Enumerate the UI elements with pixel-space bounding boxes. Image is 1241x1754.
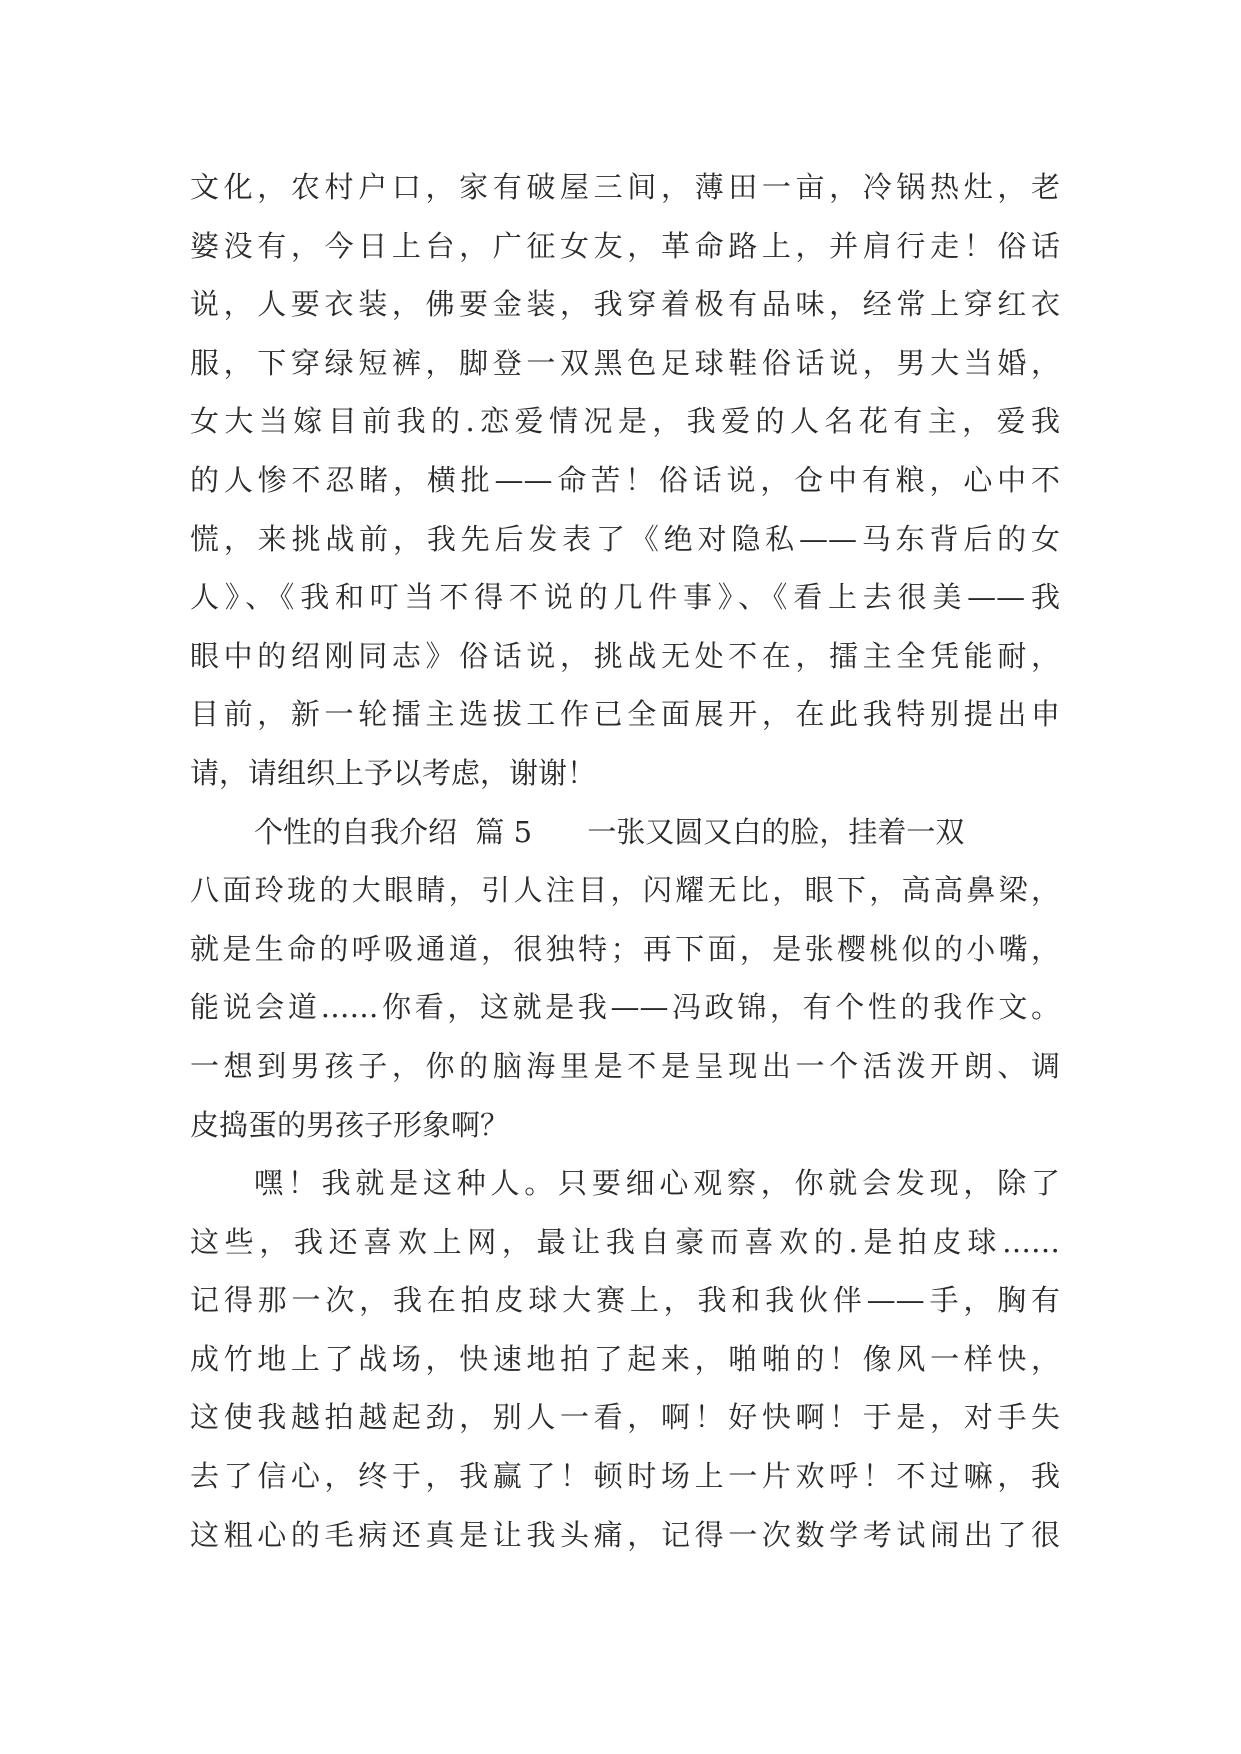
text-line: 的人惨不忍睹，横批——命苦！俗话说，仓中有粮，心中不 <box>190 462 1060 497</box>
text-line: 服，下穿绿短裤，脚登一双黑色足球鞋俗话说，男大当婚， <box>190 345 1060 380</box>
text-line: 说，人要衣装，佛要金装，我穿着极有品味，经常上穿红衣 <box>190 287 1060 322</box>
text-line: 八面玲珑的大眼睛，引人注目，闪耀无比，眼下，高高鼻梁， <box>190 873 1060 908</box>
text-line: 记得那一次，我在拍皮球大赛上，我和我伙伴——手，胸有 <box>190 1283 1060 1318</box>
text-line: 女大当嫁目前我的.恋爱情况是，我爱的人名花有主，爱我 <box>190 404 1060 439</box>
text-line: 这些，我还喜欢上网，最让我自豪而喜欢的.是拍皮球…… <box>190 1224 1060 1259</box>
text-line: 婆没有，今日上台，广征女友，革命路上，并肩行走！俗话 <box>190 228 1060 263</box>
text-line: 一想到男孩子，你的脑海里是不是呈现出一个活泼开朗、调 <box>190 1048 1060 1083</box>
text-line: 目前，新一轮擂主选拔工作已全面展开，在此我特别提出申 <box>190 697 1060 732</box>
text-line: 人》、《我和叮当不得不说的几件事》、《看上去很美——我 <box>190 580 1060 615</box>
text-line: 成竹地上了战场，快速地拍了起来，啪啪的！像风一样快， <box>190 1341 1060 1376</box>
text-line: 皮捣蛋的男孩子形象啊？ <box>190 1107 510 1142</box>
text-line: 请，请组织上予以考虑，谢谢！ <box>190 755 597 790</box>
text-line: 这使我越拍越起劲，别人一看，啊！好快啊！于是，对手失 <box>190 1400 1060 1435</box>
text-line: 这粗心的毛病还真是让我头痛，记得一次数学考试闹出了很 <box>190 1517 1060 1552</box>
text-line: 去了信心，终于，我赢了！顿时场上一片欢呼！不过嘛，我 <box>190 1459 1060 1494</box>
text-line: 就是生命的呼吸通道，很独特；再下面，是张樱桃似的小嘴， <box>190 931 1060 966</box>
text-line: 文化，农村户口，家有破屋三间，薄田一亩，冷锅热灶，老 <box>190 170 1060 204</box>
text-line: 能说会道……你看，这就是我——冯政锦，有个性的我作文。 <box>190 990 1060 1025</box>
text-line: 嘿！我就是这种人。只要细心观察，你就会发现，除了 <box>254 1166 1060 1201</box>
text-line: 眼中的绍刚同志》俗话说，挑战无处不在，擂主全凭能耐， <box>190 638 1060 673</box>
text-line: 慌，来挑战前，我先后发表了《绝对隐私——马东背后的女 <box>190 521 1060 556</box>
body-text <box>190 158 1060 1564</box>
section-heading-line: 个性的自我介绍 篇 5 一张又圆又白的脸，挂着一双 <box>254 814 965 849</box>
